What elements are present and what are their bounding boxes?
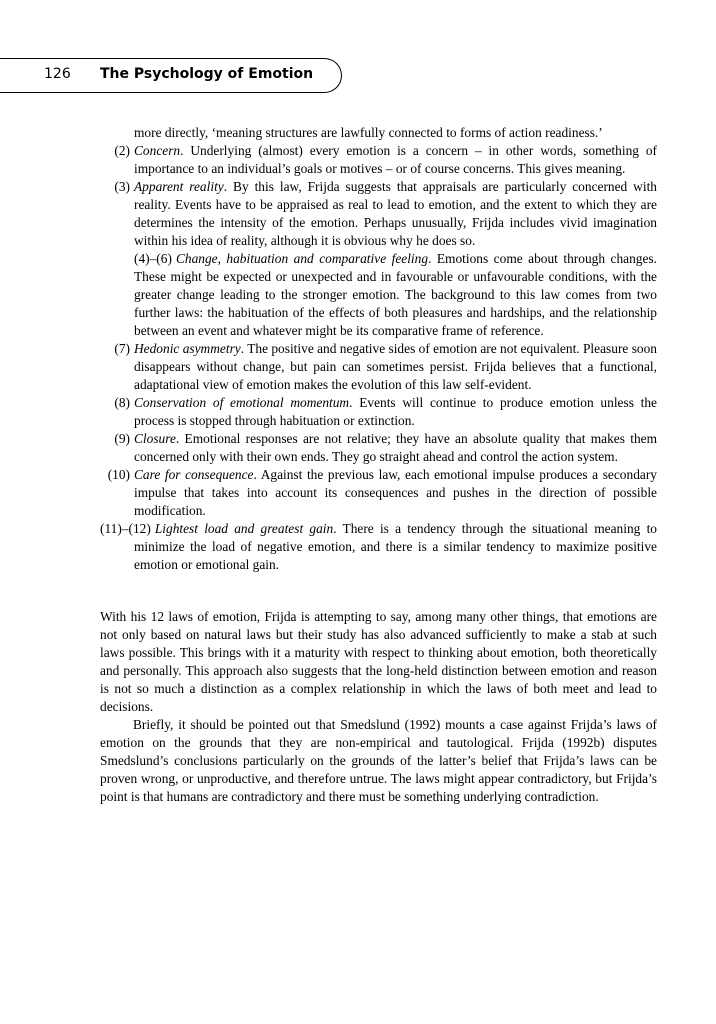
law-number: (9) [114,431,130,446]
running-header [0,58,342,93]
law-continuation-text: more directly, ‘meaning structures are lawfully connected to forms of action readiness.’ [134,125,603,140]
law-item [100,466,657,520]
page-number: 126 [44,66,71,82]
law-text: . Emotions come about through changes. These might be expected or unexpected and in favourable or unfavourable conditions, with the greater change leading to the stronger emotion. The background to this law comes from two further laws: the habituation of the effects of both pleasures and hardships, and the relationship between an event and whatever might be its comparative frame of reference. [134,251,657,338]
law-number: (4)–(6) [134,251,172,266]
law-item [100,142,657,178]
law-number: (10) [107,467,130,482]
law-item [100,430,657,466]
law-item [100,520,657,574]
body-paragraph: With his 12 laws of emotion, Frijda is attempting to say, among many other things, that emotions are not only based on natural laws but their study has also advanced sufficiently to make a stab at such laws possible. This brings with it a maturity with respect to thinking about emotion, both theoretically and personally. This approach also suggests that the long-held distinction between emotion and reason is not so much a distinction as a complex relationship in which the laws of both meet and lead to decisions. [100,609,657,714]
law-item [100,178,657,250]
law-term: Lightest load and greatest gain [154,521,334,536]
law-number: (7) [114,341,130,356]
law-term: Concern [134,143,181,158]
law-text: . Underlying (almost) every emotion is a concern – in other words, something of importance to an individual’s goals or motives – or of course concerns. This gives meaning. [134,143,657,176]
law-text: . There is a tendency through the situational meaning to minimize the load of negative emotion, and there is a similar tendency to maximize positive emotion or emotional gain. [134,521,657,572]
law-text: . Events will continue to produce emotion unless the process is stopped through habituation or extinction. [134,395,658,428]
law-text: . By this law, Frijda suggests that appraisals are particularly concerned with reality. Events have to be appraised as real to lead to emotion, and the extent to which they are determines the intensity of the emotion. Perhaps unusually, Frijda includes vivid imagination within his idea of reality, although it is obvious why he does so. [134,179,657,248]
law-number: (2) [114,143,130,158]
law-text: . Emotional responses are not relative; they have an absolute quality that makes them concerned only with their own ends. They go straight ahead and control the action system. [134,431,657,464]
law-term: Closure [134,431,176,446]
law-item [100,394,657,430]
body-paragraph: Briefly, it should be pointed out that Smedslund (1992) mounts a case against Frijda’s laws of emotion on the grounds that they are non-empirical and tautological. Frijda (1992b) disputes Smedslund’s conclusions particularly on the grounds of the latter’s belief that Frijda’s laws can be proven wrong, or unproductive, and therefore untrue. The laws might appear contradictory, but Frijda’s point is that humans are contradictory and there must be something underlying contradiction. [100,717,657,804]
law-number: (8) [114,395,130,410]
law-item [100,250,657,340]
law-text: . The positive and negative sides of emotion are not equivalent. Pleasure soon disappears without change, but pain can sometimes persist. Frijda believes that a functional, adaptational view of emotion makes the evolution of this law self-evident. [134,341,657,392]
page-body [100,124,657,806]
law-term: Change, habituation and comparative feeling [175,251,429,266]
law-continuation [100,124,657,142]
law-text: . Against the previous law, each emotional impulse produces a secondary impulse that takes into account its consequences and pushes in the direction of possible modification. [134,467,657,518]
section-spacer [100,574,657,608]
running-title: The Psychology of Emotion [100,66,314,82]
law-term: Care for consequence [134,467,254,482]
law-term: Conservation of emotional momentum [134,395,350,410]
law-item [100,340,657,394]
law-term: Apparent reality [134,179,224,194]
law-number: (11)–(12) [100,521,151,536]
law-term: Hedonic asymmetry [134,341,241,356]
law-number: (3) [114,179,130,194]
